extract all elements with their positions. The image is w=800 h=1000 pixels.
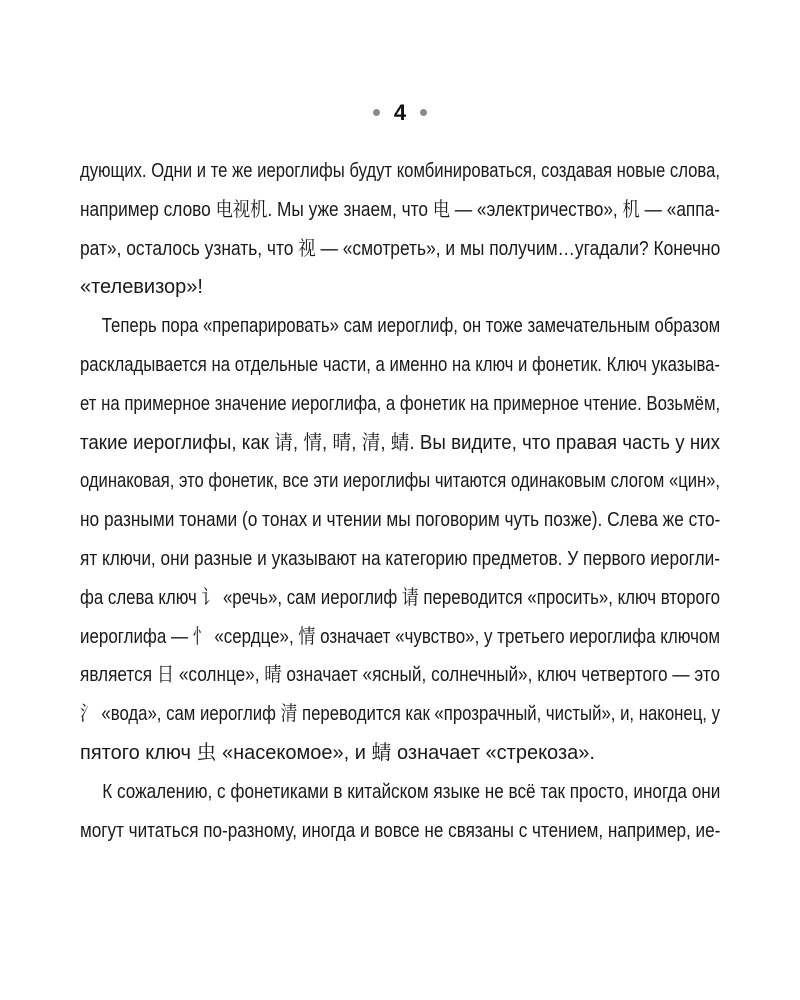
text-line: пятого ключ 虫 «насекомое», и 蜻 означает «стрекоза». (80, 741, 595, 764)
text-line: является 日 «солнце», 晴 означает «ясный, солнечный», ключ четвертого — это (80, 664, 720, 687)
text-line: рат», осталось узнать, что 视 — «смотреть», и мы получим…угадали? Конечно (80, 237, 720, 260)
left-dot-ornament (373, 109, 380, 116)
text-line: но разными тонами (о тонах и чтении мы поговорим чуть позже). Слева же сто- (80, 509, 720, 532)
text-line: одинаковая, это фонетик, все эти иероглифы читаются одинаковым слогом «цин», (80, 470, 720, 493)
text-line: могут читаться по-разному, иногда и вовсе не связаны с чтением, например, ие- (80, 819, 720, 842)
text-line: иероглифа — 忄 «сердце», 情 означает «чувство», у третьего иероглифа ключом (80, 625, 720, 648)
page-number-header (0, 100, 800, 126)
text-line: фа слева ключ 讠 «речь», сам иероглиф 请 переводится «просить», ключ второго (80, 586, 720, 609)
text-line: Теперь пора «препарировать» сам иероглиф, он тоже замечательным образом (101, 315, 720, 338)
right-dot-ornament (420, 109, 427, 116)
text-line: «телевизор»! (80, 276, 203, 299)
text-line: К сожалению, с фонетиками в китайском языке не всё так просто, иногда они (102, 780, 720, 803)
text-line: такие иероглифы, как 请, 情, 晴, 清, 蜻. Вы видите, что правая часть у них (80, 431, 720, 454)
text-line: например слово 电视机. Мы уже знаем, что 电 — «электричество», 机 — «аппа- (80, 198, 720, 221)
page-number: 4 (393, 100, 407, 125)
text-line: 氵 «вода», сам иероглиф 清 переводится как «прозрачный, чистый», и, наконец, у (80, 703, 720, 726)
text-line: дующих. Одни и те же иероглифы будут комбинироваться, создавая новые слова, (80, 160, 720, 182)
text-line: раскладывается на отдельные части, а именно на ключ и фонетик. Ключ указыва- (80, 353, 720, 376)
text-line: ят ключи, они разные и указывают на категорию предметов. У первого иерогли- (80, 547, 720, 570)
text-line: ет на примерное значение иероглифа, а фонетик на примерное чтение. Возьмём, (80, 392, 720, 415)
body-text (80, 152, 720, 850)
